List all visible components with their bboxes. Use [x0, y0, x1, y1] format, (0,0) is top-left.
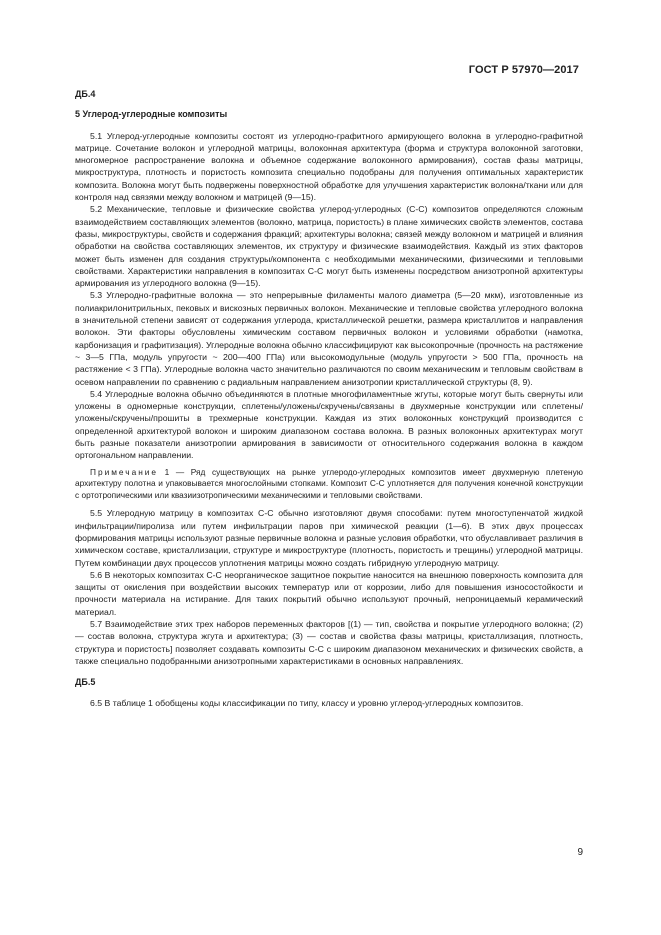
note-paragraph — [75, 467, 583, 502]
paragraph-5-1: 5.1 Углерод-углеродные композиты состоят из углеродно-графитного армирующего волокна в углеродно-графитной матрице. Сочетание волокон и углеродной матрицы, волоконная архитектура (форма и структура волоконной заготовки, многомерное распространение волокна и объемное содержание волоконного армирования), состав фазы матрицы, микроструктура, плотность и пористость композита специально подобраны для получения оптимальных характеристик композита. Волокна могут быть подвержены поверхностной обработке для улучшения характеристик волокна/ткани или для контроля над связями между волокном и матрицей (9—15). — [75, 130, 583, 203]
standard-header: ГОСТ Р 57970—2017 — [468, 64, 579, 76]
document-body — [75, 88, 583, 709]
paragraph-5-2: 5.2 Механические, тепловые и физические свойства углерод-углеродных (С-С) композитов определяются сложным взаимодействием составляющих элементов (волокно, матрица, пористость) в плане химических свойств элементов, состава фазы, микроструктуры, свойств и содержания фракций; архитектуры волокна; связей между волокном и матрицей и влияния обработки на свойства составляющих элементов, их структуру и физические взаимодействия. Каждый из этих факторов может быть изменен для создания структуры/компонента с необходимыми механическими, физическими и тепловыми свойствами. Характеристики направления в композитах С-С могут быть изменены посредством анизотропной архитектуры армирования из углеродного волокна (9—15). — [75, 204, 583, 289]
note-text: 1 — Ряд существующих на рынке углеродо-углеродных композитов имеет двухмерную плетеную архитектуру полотна и упаковывается многослойными стопками. Композит С-С уплотняется для получения конечной конструкции с ортотропическими или квазиизотропическими механическими и тепловыми свойствами. — [75, 466, 583, 500]
section-title: 5 Углерод-углеродные композиты — [75, 109, 228, 120]
paragraph-5-6: 5.6 В некоторых композитах С-С неорганическое защитное покрытие наносится на внешнюю поверхность композита для защиты от окисления при воздействии высоких температур или от коррозии, либо для повышения износостойкости и прочности материала на истирание. Для таких покрытий обычно используют прочный, непроницаемый керамический материал. — [75, 569, 583, 617]
paragraph-5-3: 5.3 Углеродно-графитные волокна — это непрерывные филаменты малого диаметра (5—20 мкм), изготовленные из полиакрилонитрильных, пековых и вискозных первичных волокон. Механические и тепловые свойства углеродного волокна в значительной степени зависят от содержания углерода, кристаллической решетки, размера кристаллитов и направления волокон. Эти факторы обусловлены химическим составом первичных волокон и условиями обработки (намотка, карбонизация и графитизация). Углеродные волокна обычно классифицируют как высокопрочные (прочность на растяжение ~ 3—5 ГПа, модуль упругости ~ 200—400 ГПа) или высокомодульные (модуль упругости > 500 ГПа, прочность на растяжение < 3 ГПа). Углеродные волокна часто значительно различаются по своим механическим и тепловым свойствам в осевом направлении по сравнению с радиальным направлением анизотропии кристаллической структуры (8, 9). — [75, 290, 583, 387]
subsection-code-db4: ДБ.4 — [75, 89, 96, 99]
subsection-code-db5: ДБ.5 — [75, 677, 96, 688]
page-number: 9 — [577, 847, 583, 858]
note-label: Примечание — [90, 466, 159, 477]
paragraph-6-5: 6.5 В таблице 1 обобщены коды классификации по типу, классу и уровню углерод-углеродных композитов. — [90, 697, 524, 708]
paragraph-5-7: 5.7 Взаимодействие этих трех наборов переменных факторов [(1) — тип, свойства и покрытие углеродного волокна; (2) — состав волокна, структура жгута и архитектура; (3) — состав и свойства фазы матрицы, кристаллизация, плотность, структура и пористость] позволяет создавать композиты С-С с широким диапазоном механических и физических свойств, а также специально подобранными анизотропными характеристиками в основных направлениях. — [75, 619, 583, 666]
paragraph-5-4: 5.4 Углеродные волокна обычно объединяются в плотные многофиламентные жгуты, которые могут быть свернуты или уложены в одномерные конструкции, сплетены/уложены/скручены/связаны в двухмерные конструкции или сплетены/уложены/скручены/прошиты в трехмерные конструкции. Каждая из этих волоконных конструкций производится с определенной архитектурой волокон и широким диапазоном состава волокна. В разных волоконных архитектурах могут быть разные показатели анизотропии армирования в зависимости от относительного содержания волокна в каждом ортогональном направлении. — [75, 388, 583, 461]
paragraph-5-5: 5.5 Углеродную матрицу в композитах С-С обычно изготовляют двумя способами: путем многоступенчатой жидкой инфильтрации/пиролиза или путем инфильтрации паров при химической реакции (1—6). В этих двух процессах формирования матрицы используют разные первичные волокна и разные условия обработки, что обуславливает различия в химическом составе, кристаллизации, структуре и микроструктуре (плотность, пористость и трещины) углеродной матрицы. Путем комбинации двух процессов уплотнения матрицы можно создать гибридную углеродную матрицу. — [75, 508, 583, 568]
